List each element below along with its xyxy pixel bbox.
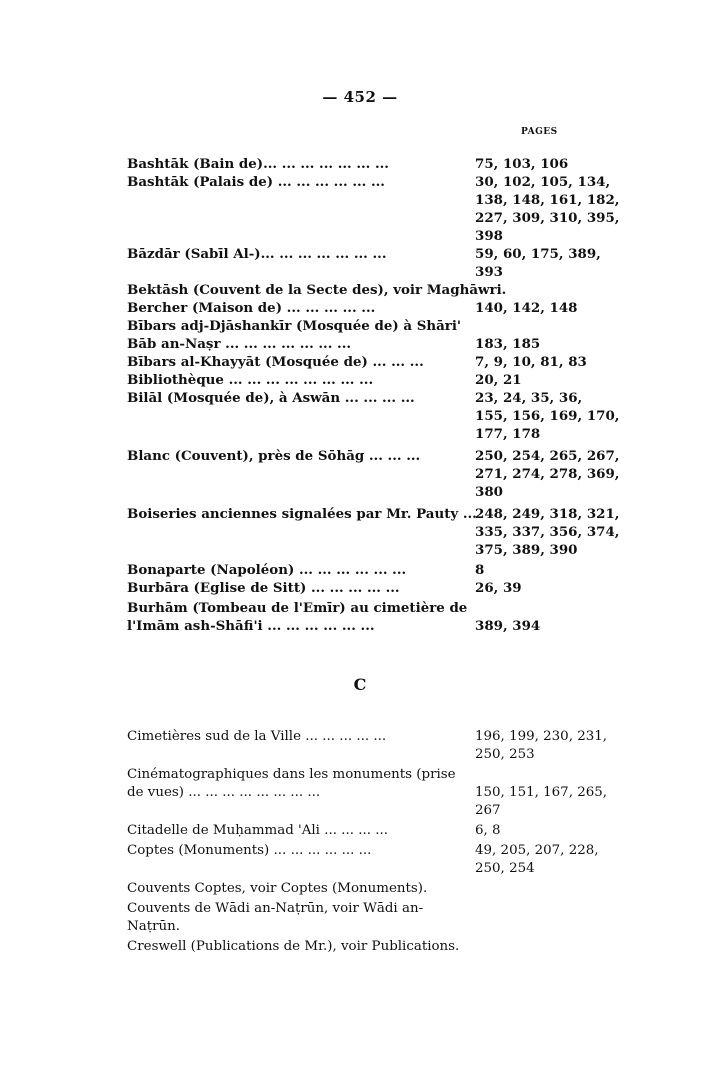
index-entry-pages: 59, 60, 175, 389, — [475, 246, 601, 262]
index-entry-text: l'Imām ash-Shāfi'i ... ... ... ... ... ... — [127, 618, 375, 634]
index-entry-pages: 250, 253 — [475, 747, 535, 762]
index-entry-text: Coptes (Monuments) ... ... ... ... ... ... — [127, 843, 372, 858]
index-entry-pages: 177, 178 — [475, 426, 541, 442]
index-entry-text: Couvents Coptes, voir Coptes (Monuments). — [127, 881, 428, 896]
index-entry-text: Citadelle de Muḥammad 'Ali ... ... ... ... — [127, 823, 389, 838]
index-entry-text: Bībars al-Khayyāt (Mosquée de) ... ... ... — [127, 354, 424, 370]
index-entry-pages: 8 — [475, 562, 485, 578]
pages-column-header: PAGES — [521, 127, 558, 137]
index-entry-pages: 250, 254 — [475, 861, 535, 876]
index-entry-pages: 393 — [475, 264, 503, 280]
index-entry-pages: 140, 142, 148 — [475, 300, 578, 316]
index-entry-pages: 6, 8 — [475, 823, 501, 838]
index-entry-text: Cinématographiques dans les monuments (prise — [127, 767, 456, 782]
index-entry-text: Blanc (Couvent), près de Sōhāg ... ... ... — [127, 448, 421, 464]
index-entry-text: Burbāra (Eglise de Sitt) ... ... ... ... ... — [127, 580, 400, 596]
index-entry-text: Bektāsh (Couvent de la Secte des), voir Maghāwri. — [127, 282, 507, 298]
index-entry-pages: 248, 249, 318, 321, — [475, 506, 620, 522]
index-entry-pages: 250, 254, 265, 267, — [475, 448, 620, 464]
index-entry-pages: 49, 205, 207, 228, — [475, 843, 599, 858]
index-entry-pages: 150, 151, 167, 265, — [475, 785, 608, 800]
index-entry-text: Bilāl (Mosquée de), à Aswān ... ... ... ... — [127, 390, 415, 406]
index-entry-pages: 398 — [475, 228, 503, 244]
index-entry-text: Naṭrūn. — [127, 919, 180, 934]
index-entry-pages: 271, 274, 278, 369, — [475, 466, 620, 482]
index-entry-pages: 20, 21 — [475, 372, 522, 388]
index-entry-text: Bāzdār (Sabīl Al-)... ... ... ... ... ... ... — [127, 246, 387, 262]
index-entry-pages: 23, 24, 35, 36, — [475, 390, 583, 406]
index-entry-pages: 7, 9, 10, 81, 83 — [475, 354, 587, 370]
index-entry-pages: 75, 103, 106 — [475, 156, 569, 172]
index-entry-text: Couvents de Wādi an-Naṭrūn, voir Wādi an- — [127, 901, 424, 916]
index-entry-text: Bibliothèque ... ... ... ... ... ... ... ... — [127, 372, 374, 388]
index-entry-text: de vues) ... ... ... ... ... ... ... ... — [127, 785, 321, 800]
index-entry-pages: 389, 394 — [475, 618, 541, 634]
index-entry-text: Cimetières sud de la Ville ... ... ... ... ... — [127, 729, 387, 744]
section-letter-c: C — [353, 675, 367, 694]
index-entry-text: Bonaparte (Napoléon) ... ... ... ... ... ... — [127, 562, 407, 578]
index-entry-pages: 26, 39 — [475, 580, 522, 596]
index-entry-text: Boiseries anciennes signalées par Mr. Pauty ... — [127, 506, 477, 522]
index-entry-text: Bashtāk (Bain de)... ... ... ... ... ... ... — [127, 156, 389, 172]
index-entry-pages: 335, 337, 356, 374, — [475, 524, 620, 540]
index-entry-pages: 380 — [475, 484, 503, 500]
index-entry-pages: 227, 309, 310, 395, — [475, 210, 620, 226]
index-entry-pages: 155, 156, 169, 170, — [475, 408, 620, 424]
index-entry-text: Burhām (Tombeau de l'Emīr) au cimetière de — [127, 600, 468, 616]
index-entry-text: Bāb an-Naṣr ... ... ... ... ... ... ... — [127, 336, 352, 352]
index-entry-text: Bībars adj-Djāshankīr (Mosquée de) à Shāri' — [127, 318, 462, 334]
index-entry-pages: 196, 199, 230, 231, — [475, 729, 608, 744]
index-entry-pages: 183, 185 — [475, 336, 541, 352]
page-number: — 452 — — [322, 88, 398, 106]
index-entry-text: Creswell (Publications de Mr.), voir Publications. — [127, 939, 460, 954]
index-entry-pages: 267 — [475, 803, 501, 818]
index-entry-text: Bashtāk (Palais de) ... ... ... ... ... ... — [127, 174, 385, 190]
index-entry-pages: 30, 102, 105, 134, — [475, 174, 611, 190]
index-entry-text: Bercher (Maison de) ... ... ... ... ... — [127, 300, 376, 316]
index-entry-pages: 138, 148, 161, 182, — [475, 192, 620, 208]
index-entry-pages: 375, 389, 390 — [475, 542, 578, 558]
